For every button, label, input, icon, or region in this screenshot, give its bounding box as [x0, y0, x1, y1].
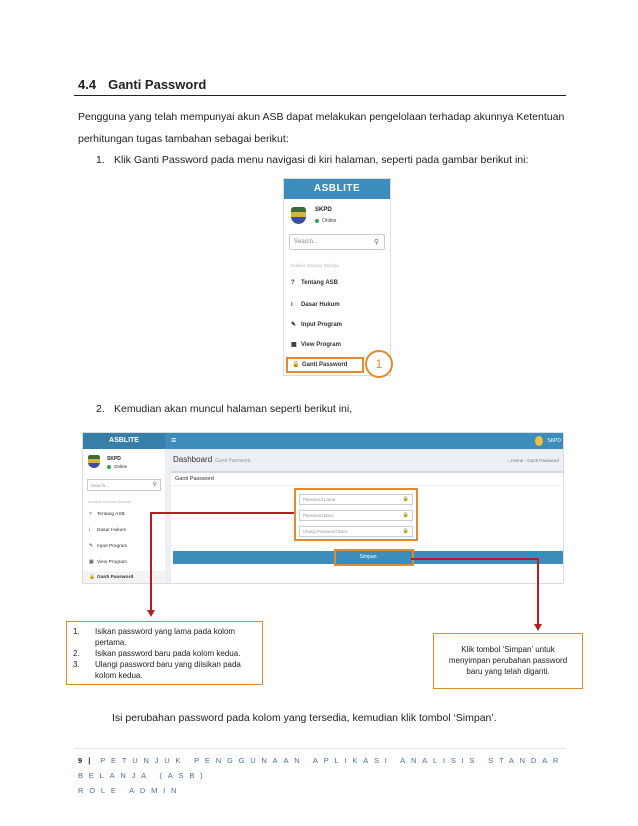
- instructions-callout: [66, 621, 263, 685]
- online-dot-icon: [107, 465, 111, 469]
- step-number: 1.: [96, 154, 105, 166]
- edit-icon: ✎: [89, 544, 94, 549]
- menu-toggle-icon[interactable]: ≡: [171, 435, 177, 445]
- sidebar-screenshot: [283, 178, 391, 376]
- sidebar-item-dasar-hukum[interactable]: i Dasar Hukum: [284, 295, 391, 315]
- sidebar-item-tentang-asb[interactable]: ? Tentang ASB: [284, 273, 391, 293]
- intro-paragraph-line2: perhitungan tugas tambahan sebagai berikut:: [78, 133, 289, 145]
- list-item: 3. Ulangi password baru yang diisikan pada kolom kedua.: [73, 660, 241, 680]
- repeat-password-field[interactable]: Ulangi Password Baru 🔒: [299, 526, 413, 537]
- sidebar-item-tentang-asb[interactable]: ? Tentang ASB: [83, 508, 165, 522]
- new-password-field[interactable]: Password Baru 🔒: [299, 510, 413, 521]
- section-title: Ganti Password: [108, 77, 207, 92]
- arrow-left-horizontal: [150, 512, 294, 514]
- save-callout: Klik tombol ‘Simpan’ untuk menyimpan perubahan password baru yang telah diganti.: [433, 633, 583, 689]
- menu-header: Analisis Standar Belanja: [88, 499, 132, 504]
- sidebar-item-ganti-password[interactable]: 🔒 Ganti Password: [286, 357, 364, 373]
- sidebar-item-view-program[interactable]: ▦ View Program: [83, 556, 165, 570]
- lock-icon: 🔒: [292, 362, 300, 368]
- arrow-right-horizontal: [411, 558, 539, 560]
- page-footer: [78, 753, 568, 798]
- app-brand: ASBLITE: [284, 179, 390, 199]
- step-text: Kemudian akan muncul halaman seperti berikut ini,: [114, 403, 353, 415]
- info-icon: i: [291, 302, 293, 308]
- lock-icon: 🔒: [402, 528, 409, 534]
- topbar-user-menu[interactable]: SKPD: [535, 436, 561, 446]
- sidebar-item-ganti-password[interactable]: 🔒 Ganti Password: [83, 571, 165, 584]
- online-dot-icon: [315, 219, 319, 223]
- page-number: 9 |: [78, 756, 93, 765]
- arrow-right-vertical: [537, 558, 539, 625]
- list-item: 1. Isikan password yang lama pada kolom pertama.: [73, 627, 236, 647]
- search-input[interactable]: Search... ⚲: [87, 479, 161, 491]
- info-icon: i: [89, 528, 91, 533]
- question-icon: ?: [89, 512, 92, 517]
- table-icon: ▦: [291, 342, 297, 348]
- breadcrumb[interactable]: ⌂ Home › Ganti Password: [507, 458, 559, 463]
- footer-rule: [74, 748, 566, 749]
- password-form-highlight: [294, 488, 418, 541]
- sidebar-item-input-program[interactable]: ✎ Input Program: [284, 315, 391, 335]
- user-panel: [290, 205, 386, 231]
- footer-subtitle: ROLE ADMIN: [78, 786, 183, 795]
- app-brand: ASBLITE: [83, 433, 165, 449]
- old-password-field[interactable]: Password Lama 🔒: [299, 494, 413, 505]
- arrow-right-head-icon: [534, 624, 542, 631]
- save-button[interactable]: Simpan: [173, 551, 563, 564]
- menu-header: Analisis Standar Belanja: [290, 263, 339, 268]
- search-icon[interactable]: ⚲: [373, 239, 379, 246]
- list-item: 2. Isikan password baru pada kolom kedua.: [73, 649, 241, 658]
- closing-sentence: Isi perubahan password pada kolom yang tersedia, kemudian klik tombol ‘Simpan’.: [112, 712, 497, 724]
- search-icon[interactable]: ⚲: [152, 482, 157, 488]
- table-icon: ▦: [89, 560, 94, 565]
- sidebar-item-input-program[interactable]: ✎ Input Program: [83, 540, 165, 554]
- callout-number-badge: 1: [365, 350, 393, 378]
- lock-icon: 🔒: [89, 575, 95, 580]
- arrow-left-vertical: [150, 512, 152, 612]
- user-name: SKPD: [107, 456, 121, 462]
- page-title: Dashboard Ganti Password: [173, 455, 251, 464]
- password-panel: [171, 471, 564, 584]
- user-name: SKPD: [315, 207, 332, 213]
- search-input[interactable]: Search... ⚲: [289, 234, 385, 250]
- regional-crest-icon: [291, 207, 306, 224]
- section-number: 4.4: [78, 77, 97, 92]
- user-status: Online: [107, 464, 127, 469]
- regional-crest-icon: [88, 455, 100, 468]
- edit-icon: ✎: [291, 322, 297, 328]
- user-status: Online: [315, 218, 336, 224]
- step-text: Klik Ganti Password pada menu navigasi di kiri halaman, seperti pada gambar berikut ini:: [114, 154, 529, 166]
- sidebar-item-view-program[interactable]: ▦ View Program: [284, 335, 391, 355]
- lock-icon: 🔒: [402, 496, 409, 502]
- sidebar-item-dasar-hukum[interactable]: i Dasar Hukum: [83, 524, 165, 538]
- page-subtitle: Ganti Password: [215, 458, 251, 464]
- section-heading: [78, 77, 206, 92]
- step-1: [96, 154, 528, 166]
- question-icon: ?: [291, 280, 295, 286]
- lock-icon: 🔒: [402, 512, 409, 518]
- step-2: [96, 403, 352, 415]
- heading-rule: [74, 95, 566, 96]
- user-avatar-icon: [535, 436, 543, 446]
- step-number: 2.: [96, 403, 105, 415]
- sidebar: [83, 449, 165, 584]
- panel-divider: [171, 485, 564, 486]
- arrow-left-head-icon: [147, 610, 155, 617]
- save-button-highlight: [334, 549, 414, 566]
- intro-paragraph-line1: Pengguna yang telah mempunyai akun ASB dapat melakukan pengelolaan terhadap akunnya Ketentuan: [78, 111, 565, 123]
- footer-title: PETUNJUK PENGGUNAAN APLIKASI ANALISIS STANDAR BELANJA (ASB): [78, 756, 565, 780]
- panel-title: Ganti Password: [175, 476, 214, 482]
- dashboard-screenshot: [82, 432, 564, 584]
